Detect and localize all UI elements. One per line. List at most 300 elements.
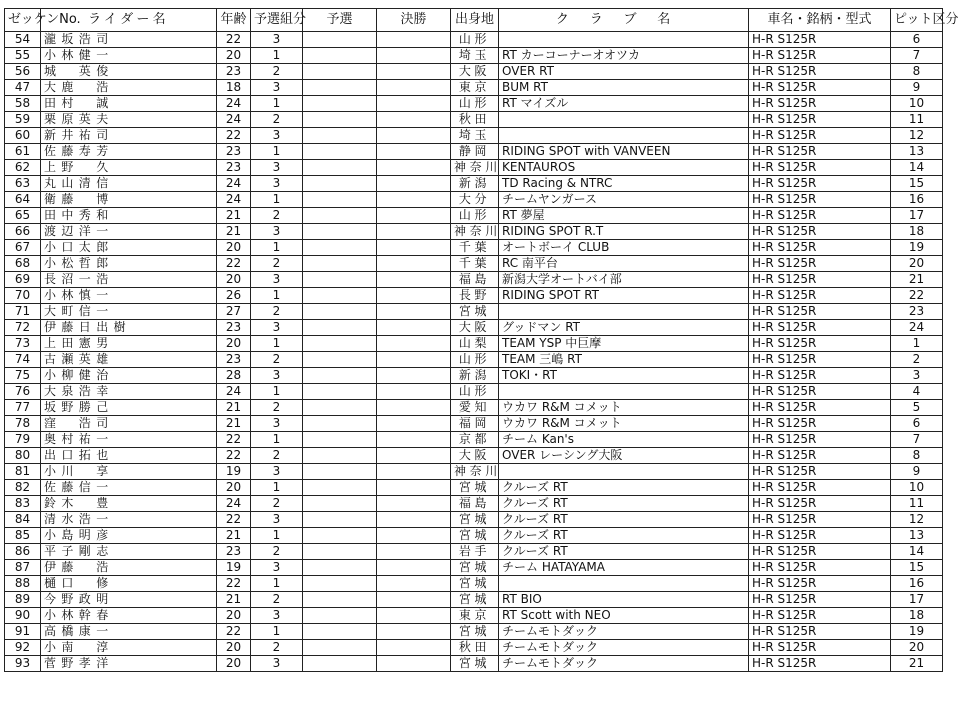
final-result-cell (377, 144, 451, 160)
hometown-cell: 大阪 (451, 448, 499, 464)
hometown-cell: 宮城 (451, 480, 499, 496)
rider-name-cell: 小林慎一 (41, 288, 217, 304)
qualifying-group-cell: 1 (251, 240, 303, 256)
rider-name-cell: 小口太郎 (41, 240, 217, 256)
qualifying-group-cell: 2 (251, 304, 303, 320)
qualifying-group-cell: 3 (251, 656, 303, 672)
pit-section-cell: 19 (891, 240, 943, 256)
pit-section-cell: 6 (891, 32, 943, 48)
machine-cell: H-R S125R (749, 128, 891, 144)
pit-section-cell: 19 (891, 624, 943, 640)
age-cell: 22 (217, 448, 251, 464)
number-cell: 82 (5, 480, 41, 496)
table-row (5, 608, 943, 624)
qualifying-group-cell: 3 (251, 512, 303, 528)
age-cell: 22 (217, 256, 251, 272)
pit-section-cell: 8 (891, 448, 943, 464)
table-row (5, 416, 943, 432)
rider-name-cell: 高橋康一 (41, 624, 217, 640)
number-cell: 65 (5, 208, 41, 224)
number-cell: 78 (5, 416, 41, 432)
club-name-cell: TEAM YSP 中巨摩 (499, 336, 749, 352)
qualifying-result-cell (303, 112, 377, 128)
age-cell: 24 (217, 192, 251, 208)
pit-section-cell: 12 (891, 128, 943, 144)
header-club-name: クラブ名 (499, 9, 749, 32)
final-result-cell (377, 192, 451, 208)
table-row (5, 80, 943, 96)
pit-section-cell: 4 (891, 384, 943, 400)
qualifying-group-cell: 3 (251, 608, 303, 624)
hometown-cell: 京都 (451, 432, 499, 448)
number-cell: 83 (5, 496, 41, 512)
machine-cell: H-R S125R (749, 48, 891, 64)
table-row (5, 656, 943, 672)
age-cell: 23 (217, 64, 251, 80)
table-row (5, 224, 943, 240)
hometown-cell: 宮城 (451, 592, 499, 608)
rider-name-cell: 小林幹春 (41, 608, 217, 624)
qualifying-group-cell: 2 (251, 640, 303, 656)
hometown-cell: 福岡 (451, 416, 499, 432)
hometown-cell: 福島 (451, 496, 499, 512)
machine-cell: H-R S125R (749, 480, 891, 496)
pit-section-cell: 9 (891, 80, 943, 96)
age-cell: 21 (217, 224, 251, 240)
number-cell: 56 (5, 64, 41, 80)
table-row (5, 448, 943, 464)
qualifying-result-cell (303, 256, 377, 272)
hometown-cell: 山形 (451, 352, 499, 368)
final-result-cell (377, 240, 451, 256)
table-row (5, 64, 943, 80)
qualifying-result-cell (303, 336, 377, 352)
rider-name-cell: 小島明彦 (41, 528, 217, 544)
qualifying-result-cell (303, 64, 377, 80)
machine-cell: H-R S125R (749, 32, 891, 48)
club-name-cell: チームモトダック (499, 640, 749, 656)
pit-section-cell: 15 (891, 176, 943, 192)
machine-cell: H-R S125R (749, 560, 891, 576)
entry-list-table (4, 8, 958, 672)
rider-name-cell: 城 英俊 (41, 64, 217, 80)
qualifying-group-cell: 1 (251, 96, 303, 112)
final-result-cell (377, 448, 451, 464)
pit-section-cell: 16 (891, 192, 943, 208)
qualifying-result-cell (303, 416, 377, 432)
pit-section-cell: 21 (891, 656, 943, 672)
table-row (5, 208, 943, 224)
qualifying-result-cell (303, 448, 377, 464)
rider-name-cell: 大鹿 浩 (41, 80, 217, 96)
machine-cell: H-R S125R (749, 528, 891, 544)
age-cell: 22 (217, 32, 251, 48)
pit-section-cell: 12 (891, 512, 943, 528)
qualifying-result-cell (303, 208, 377, 224)
final-result-cell (377, 400, 451, 416)
machine-cell: H-R S125R (749, 384, 891, 400)
machine-cell: H-R S125R (749, 224, 891, 240)
qualifying-result-cell (303, 320, 377, 336)
qualifying-group-cell: 1 (251, 624, 303, 640)
qualifying-result-cell (303, 400, 377, 416)
machine-cell: H-R S125R (749, 592, 891, 608)
number-cell: 73 (5, 336, 41, 352)
qualifying-group-cell: 3 (251, 224, 303, 240)
rider-name-cell: 大町信一 (41, 304, 217, 320)
pit-section-cell: 7 (891, 432, 943, 448)
rider-name-cell: 伊藤 浩 (41, 560, 217, 576)
final-result-cell (377, 656, 451, 672)
pit-section-cell: 24 (891, 320, 943, 336)
pit-section-cell: 15 (891, 560, 943, 576)
club-name-cell: KENTAUROS (499, 160, 749, 176)
table-row (5, 496, 943, 512)
qualifying-group-cell: 1 (251, 336, 303, 352)
age-cell: 20 (217, 240, 251, 256)
final-result-cell (377, 208, 451, 224)
machine-cell: H-R S125R (749, 496, 891, 512)
final-result-cell (377, 224, 451, 240)
age-cell: 21 (217, 400, 251, 416)
final-result-cell (377, 288, 451, 304)
machine-cell: H-R S125R (749, 240, 891, 256)
final-result-cell (377, 336, 451, 352)
club-name-cell: チームモトダック (499, 656, 749, 672)
final-result-cell (377, 32, 451, 48)
machine-cell: H-R S125R (749, 304, 891, 320)
age-cell: 18 (217, 80, 251, 96)
header-row (5, 9, 943, 32)
pit-section-cell: 2 (891, 352, 943, 368)
qualifying-result-cell (303, 32, 377, 48)
qualifying-group-cell: 1 (251, 144, 303, 160)
club-name-cell: チーム Kan's (499, 432, 749, 448)
final-result-cell (377, 80, 451, 96)
pit-section-cell: 22 (891, 288, 943, 304)
machine-cell: H-R S125R (749, 368, 891, 384)
qualifying-result-cell (303, 640, 377, 656)
pit-section-cell: 14 (891, 160, 943, 176)
header-hometown: 出身地 (451, 9, 499, 32)
number-cell: 92 (5, 640, 41, 656)
number-cell: 66 (5, 224, 41, 240)
final-result-cell (377, 160, 451, 176)
qualifying-group-cell: 3 (251, 176, 303, 192)
machine-cell: H-R S125R (749, 624, 891, 640)
age-cell: 20 (217, 640, 251, 656)
qualifying-group-cell: 3 (251, 368, 303, 384)
machine-cell: H-R S125R (749, 336, 891, 352)
final-result-cell (377, 48, 451, 64)
rider-name-cell: 田村 誠 (41, 96, 217, 112)
hometown-cell: 埼玉 (451, 128, 499, 144)
header-final: 決勝 (377, 9, 451, 32)
hometown-cell: 神奈川 (451, 224, 499, 240)
table-row (5, 160, 943, 176)
entry-list-sheet (4, 8, 958, 672)
table-row (5, 480, 943, 496)
qualifying-result-cell (303, 224, 377, 240)
qualifying-group-cell: 2 (251, 544, 303, 560)
number-cell: 90 (5, 608, 41, 624)
rider-name-cell: 古瀬英雄 (41, 352, 217, 368)
final-result-cell (377, 560, 451, 576)
machine-cell: H-R S125R (749, 112, 891, 128)
club-name-cell: オートボーイ CLUB (499, 240, 749, 256)
final-result-cell (377, 608, 451, 624)
qualifying-group-cell: 1 (251, 48, 303, 64)
number-cell: 72 (5, 320, 41, 336)
rider-name-cell: 奥村祐一 (41, 432, 217, 448)
pit-section-cell: 9 (891, 464, 943, 480)
pit-section-cell: 13 (891, 528, 943, 544)
age-cell: 24 (217, 176, 251, 192)
number-cell: 88 (5, 576, 41, 592)
machine-cell: H-R S125R (749, 320, 891, 336)
qualifying-group-cell: 1 (251, 384, 303, 400)
table-row (5, 432, 943, 448)
number-cell: 58 (5, 96, 41, 112)
age-cell: 23 (217, 352, 251, 368)
qualifying-group-cell: 3 (251, 416, 303, 432)
pit-section-cell: 20 (891, 640, 943, 656)
pit-section-cell: 6 (891, 416, 943, 432)
number-cell: 63 (5, 176, 41, 192)
club-name-cell: RT マイズル (499, 96, 749, 112)
machine-cell: H-R S125R (749, 64, 891, 80)
number-cell: 60 (5, 128, 41, 144)
club-name-cell: RT Scott with NEO (499, 608, 749, 624)
qualifying-result-cell (303, 96, 377, 112)
table-row (5, 544, 943, 560)
qualifying-result-cell (303, 80, 377, 96)
qualifying-result-cell (303, 304, 377, 320)
machine-cell: H-R S125R (749, 192, 891, 208)
rider-name-cell: 上野 久 (41, 160, 217, 176)
age-cell: 24 (217, 96, 251, 112)
final-result-cell (377, 112, 451, 128)
qualifying-result-cell (303, 528, 377, 544)
number-cell: 68 (5, 256, 41, 272)
number-cell: 91 (5, 624, 41, 640)
machine-cell: H-R S125R (749, 208, 891, 224)
number-cell: 62 (5, 160, 41, 176)
rider-name-cell: 小柳健治 (41, 368, 217, 384)
rider-name-cell: 小松哲郎 (41, 256, 217, 272)
final-result-cell (377, 176, 451, 192)
age-cell: 23 (217, 320, 251, 336)
hometown-cell: 大阪 (451, 64, 499, 80)
club-name-cell: BUM RT (499, 80, 749, 96)
qualifying-result-cell (303, 544, 377, 560)
club-name-cell: OVER レーシング大阪 (499, 448, 749, 464)
rider-name-cell: 小南 淳 (41, 640, 217, 656)
pit-section-cell: 7 (891, 48, 943, 64)
qualifying-group-cell: 3 (251, 320, 303, 336)
hometown-cell: 東京 (451, 608, 499, 624)
pit-section-cell: 21 (891, 272, 943, 288)
machine-cell: H-R S125R (749, 544, 891, 560)
qualifying-result-cell (303, 432, 377, 448)
rider-name-cell: 出口拓也 (41, 448, 217, 464)
number-cell: 47 (5, 80, 41, 96)
pit-section-cell: 1 (891, 336, 943, 352)
pit-section-cell: 14 (891, 544, 943, 560)
qualifying-result-cell (303, 240, 377, 256)
hometown-cell: 山形 (451, 208, 499, 224)
table-row (5, 576, 943, 592)
machine-cell: H-R S125R (749, 96, 891, 112)
qualifying-group-cell: 2 (251, 448, 303, 464)
header-machine: 車名・銘柄・型式 (749, 9, 891, 32)
qualifying-result-cell (303, 144, 377, 160)
age-cell: 24 (217, 496, 251, 512)
machine-cell: H-R S125R (749, 448, 891, 464)
table-row (5, 112, 943, 128)
club-name-cell: チームモトダック (499, 624, 749, 640)
qualifying-result-cell (303, 288, 377, 304)
age-cell: 20 (217, 336, 251, 352)
machine-cell: H-R S125R (749, 176, 891, 192)
table-row (5, 32, 943, 48)
table-row (5, 336, 943, 352)
hometown-cell: 宮城 (451, 528, 499, 544)
club-name-cell: ウカワ R&M コメット (499, 416, 749, 432)
machine-cell: H-R S125R (749, 272, 891, 288)
club-name-cell: OVER RT (499, 64, 749, 80)
qualifying-result-cell (303, 512, 377, 528)
rider-name-cell: 田中秀和 (41, 208, 217, 224)
rider-name-cell: 大泉浩幸 (41, 384, 217, 400)
machine-cell: H-R S125R (749, 144, 891, 160)
club-name-cell: TD Racing & NTRC (499, 176, 749, 192)
pit-section-cell: 17 (891, 592, 943, 608)
table-row (5, 96, 943, 112)
rider-name-cell: 丸山清信 (41, 176, 217, 192)
pit-section-cell: 18 (891, 224, 943, 240)
pit-section-cell: 3 (891, 368, 943, 384)
rider-name-cell: 新井祐司 (41, 128, 217, 144)
machine-cell: H-R S125R (749, 464, 891, 480)
machine-cell: H-R S125R (749, 576, 891, 592)
number-cell: 79 (5, 432, 41, 448)
table-row (5, 192, 943, 208)
club-name-cell: RIDING SPOT with VANVEEN (499, 144, 749, 160)
rider-name-cell: 佐藤寿芳 (41, 144, 217, 160)
rider-name-cell: 上田憲男 (41, 336, 217, 352)
qualifying-group-cell: 3 (251, 80, 303, 96)
qualifying-result-cell (303, 480, 377, 496)
qualifying-result-cell (303, 160, 377, 176)
qualifying-result-cell (303, 128, 377, 144)
hometown-cell: 神奈川 (451, 464, 499, 480)
pit-section-cell: 20 (891, 256, 943, 272)
qualifying-result-cell (303, 656, 377, 672)
number-cell: 61 (5, 144, 41, 160)
age-cell: 20 (217, 48, 251, 64)
number-cell: 87 (5, 560, 41, 576)
number-cell: 54 (5, 32, 41, 48)
age-cell: 21 (217, 416, 251, 432)
club-name-cell: RIDING SPOT RT (499, 288, 749, 304)
rider-name-cell: 平子剛志 (41, 544, 217, 560)
final-result-cell (377, 128, 451, 144)
hometown-cell: 静岡 (451, 144, 499, 160)
qualifying-group-cell: 1 (251, 288, 303, 304)
age-cell: 23 (217, 544, 251, 560)
rider-name-cell: 衛藤 博 (41, 192, 217, 208)
qualifying-result-cell (303, 352, 377, 368)
qualifying-group-cell: 3 (251, 128, 303, 144)
header-qualifying-group: 予選組分 (251, 9, 303, 32)
final-result-cell (377, 256, 451, 272)
age-cell: 20 (217, 608, 251, 624)
qualifying-group-cell: 1 (251, 432, 303, 448)
qualifying-result-cell (303, 272, 377, 288)
pit-section-cell: 8 (891, 64, 943, 80)
qualifying-result-cell (303, 176, 377, 192)
final-result-cell (377, 368, 451, 384)
club-name-cell: 新潟大学オートバイ部 (499, 272, 749, 288)
final-result-cell (377, 320, 451, 336)
club-name-cell: グッドマン RT (499, 320, 749, 336)
club-name-cell: クルーズ RT (499, 512, 749, 528)
number-cell: 70 (5, 288, 41, 304)
qualifying-group-cell: 3 (251, 160, 303, 176)
rider-name-cell: 今野政明 (41, 592, 217, 608)
qualifying-group-cell: 3 (251, 272, 303, 288)
club-name-cell (499, 464, 749, 480)
club-name-cell: チームヤンガース (499, 192, 749, 208)
pit-section-cell: 17 (891, 208, 943, 224)
age-cell: 20 (217, 656, 251, 672)
age-cell: 21 (217, 208, 251, 224)
machine-cell: H-R S125R (749, 640, 891, 656)
qualifying-group-cell: 2 (251, 496, 303, 512)
header-age: 年齢 (217, 9, 251, 32)
header-qualifying: 予選 (303, 9, 377, 32)
age-cell: 22 (217, 432, 251, 448)
rider-name-cell: 樋口 修 (41, 576, 217, 592)
rider-name-cell: 瀧坂浩司 (41, 32, 217, 48)
hometown-cell: 埼玉 (451, 48, 499, 64)
machine-cell: H-R S125R (749, 288, 891, 304)
club-name-cell: チーム HATAYAMA (499, 560, 749, 576)
club-name-cell: TOKI・RT (499, 368, 749, 384)
club-name-cell: RT 夢屋 (499, 208, 749, 224)
qualifying-group-cell: 1 (251, 192, 303, 208)
hometown-cell: 秋田 (451, 112, 499, 128)
hometown-cell: 宮城 (451, 560, 499, 576)
number-cell: 76 (5, 384, 41, 400)
club-name-cell (499, 304, 749, 320)
final-result-cell (377, 304, 451, 320)
machine-cell: H-R S125R (749, 608, 891, 624)
table-row (5, 624, 943, 640)
final-result-cell (377, 512, 451, 528)
table-row (5, 560, 943, 576)
pit-section-cell: 16 (891, 576, 943, 592)
age-cell: 24 (217, 112, 251, 128)
qualifying-result-cell (303, 192, 377, 208)
rider-name-cell: 佐藤信一 (41, 480, 217, 496)
qualifying-result-cell (303, 496, 377, 512)
age-cell: 20 (217, 480, 251, 496)
club-name-cell: クルーズ RT (499, 528, 749, 544)
machine-cell: H-R S125R (749, 256, 891, 272)
hometown-cell: 山梨 (451, 336, 499, 352)
